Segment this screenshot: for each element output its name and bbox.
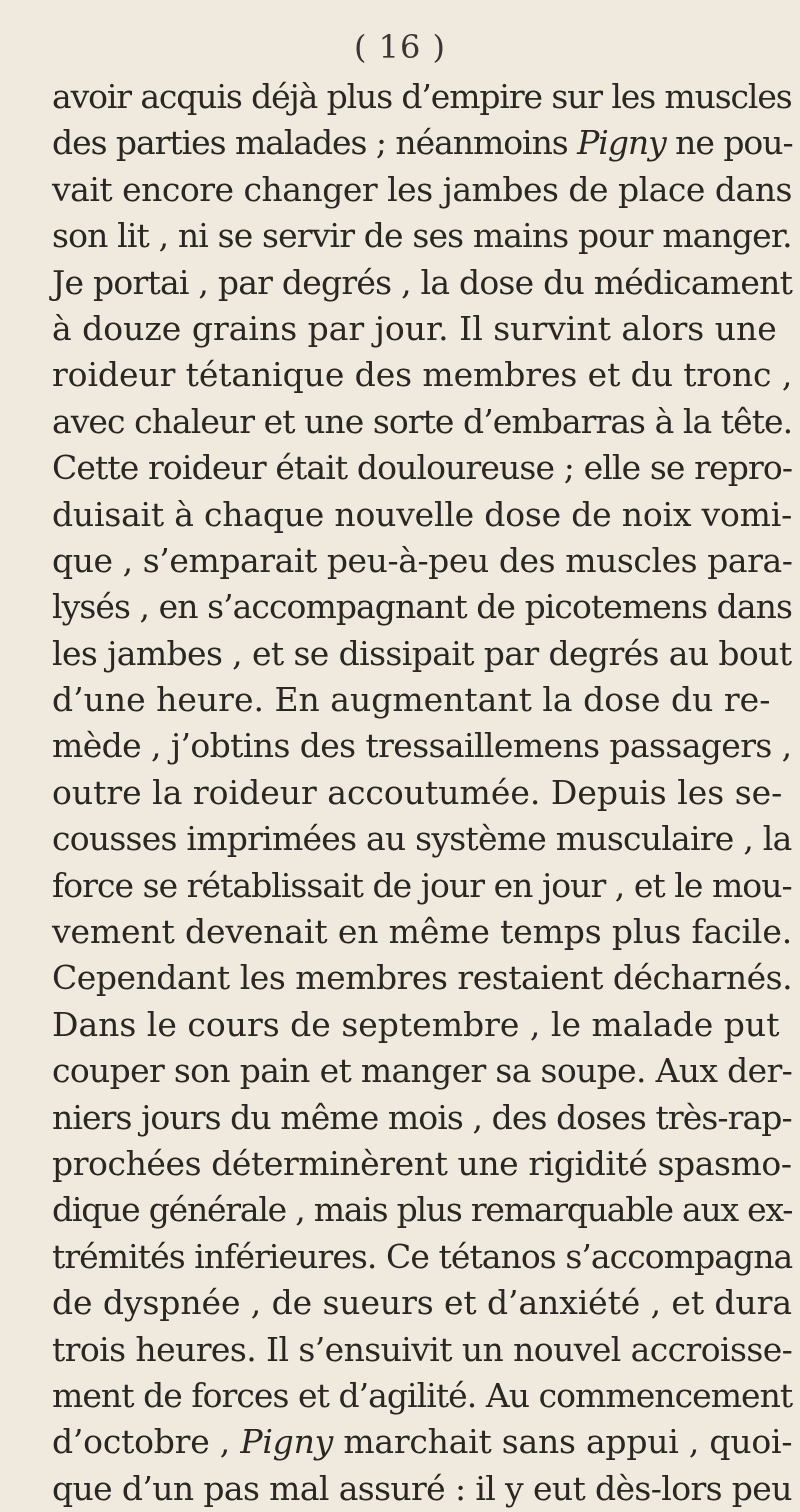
text-line: mède , j’obtins des tressaillemens passagers ,	[52, 726, 792, 766]
text-line: son lit , ni se servir de ses mains pour manger.	[52, 216, 792, 256]
text-line: cousses imprimées au système musculaire , la	[52, 819, 792, 859]
text-line: vait encore changer les jambes de place dans	[52, 169, 792, 209]
text-line: Je portai , par degrés , la dose du médicament	[52, 262, 793, 302]
text-line: les jambes , et se dissipait par degrés au bout	[52, 633, 792, 673]
text-line: que d’un pas mal assuré : il y eut dès-lors peu	[52, 1468, 792, 1508]
text-line: roideur tétanique des membres et du tronc ,	[52, 355, 793, 395]
text-line: niers jours du même mois , des doses très-rap-	[52, 1097, 792, 1137]
text-line: duisait à chaque nouvelle dose de noix vomi-	[52, 494, 793, 534]
text-line: couper son pain et manger sa soupe. Aux der-	[52, 1051, 793, 1091]
text-line: Cependant les membres restaient décharnés.	[52, 958, 793, 998]
text-line: trémités inférieures. Ce tétanos s’accompagna	[52, 1236, 793, 1276]
text-line: avoir acquis déjà plus d’empire sur les muscles	[52, 77, 792, 116]
text-line: Dans le cours de septembre , le malade put	[52, 1004, 780, 1044]
text-line: prochées déterminèrent une rigidité spasmo-	[52, 1143, 792, 1183]
body-text	[52, 74, 792, 1512]
text-line: de dyspnée , de sueurs et d’anxiété , et dura	[52, 1283, 792, 1323]
text-line: des parties malades ; néanmoins Pigny ne pou-	[52, 123, 793, 163]
text-line: d’octobre , Pigny marchait sans appui , quoi-	[52, 1422, 793, 1462]
text-line: avec chaleur et une sorte d’embarras à la tête.	[52, 401, 793, 441]
text-line: outre la roideur accoutumée. Depuis les se-	[52, 772, 783, 812]
text-line: trois heures. Il s’ensuivit un nouvel accroisse-	[52, 1329, 793, 1369]
text-line: force se rétablissait de jour en jour , et le mou-	[52, 865, 792, 905]
text-line: Cette roideur était douloureuse ; elle se repro-	[52, 448, 793, 488]
page-number: ( 16 )	[353, 28, 447, 66]
text-line: lysés , en s’accompagnant de picotemens dans	[52, 587, 792, 627]
text-line: dique générale , mais plus remarquable aux ex-	[52, 1190, 793, 1230]
text-line: que , s’emparait peu-à-peu des muscles para-	[52, 540, 793, 580]
text-line: d’une heure. En augmentant la dose du re-	[52, 680, 771, 720]
text-line: ment de forces et d’agilité. Au commencement	[52, 1375, 793, 1415]
text-line: vement devenait en même temps plus facile.	[52, 912, 793, 952]
text-line: à douze grains par jour. Il survint alors une	[52, 308, 777, 348]
